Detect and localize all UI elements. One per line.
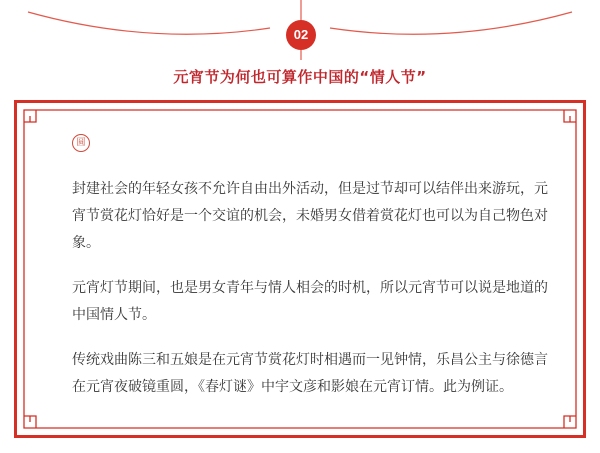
section-number-badge: 02 [286,20,316,50]
seal-icon: 圆 [72,134,90,152]
article-body [72,176,550,419]
section-title: 元宵节为何也可算作中国的“情人节” [173,68,427,86]
paragraph-1: 封建社会的年轻女孩不允许自由出外活动，但是过节却可以结伴出来游玩，元宵节赏花灯恰好是一个交谊的机会，未婚男女借着赏花灯也可以为自己物色对象。 [72,181,548,251]
paragraph-2: 元宵灯节期间，也是男女青年与情人相会的时机，所以元宵节可以说是地道的中国情人节。 [72,280,548,323]
paragraph-3: 传统戏曲陈三和五娘是在元宵节赏花灯时相遇而一见钟情，乐昌公主与徐德言在元宵夜破镜重圆，《春灯谜》中宇文彦和影娘在元宵订情。此为例证。 [72,352,548,395]
